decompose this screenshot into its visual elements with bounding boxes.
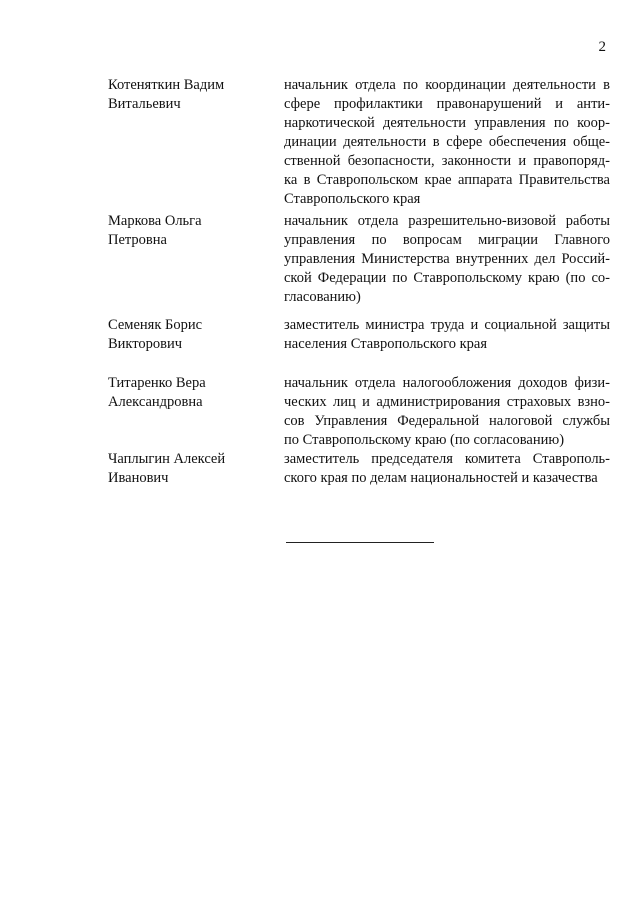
member-name-line: Иванович — [108, 470, 169, 486]
member-position — [284, 76, 610, 209]
member-name-line: Александровна — [108, 394, 203, 410]
member-name — [108, 450, 284, 488]
position-line: ка в Ставропольском крае аппарата Правительства — [284, 172, 610, 188]
position-line: гласованию) — [284, 289, 361, 305]
member-name-line: Чаплыгин Алексей — [108, 451, 226, 467]
member-name — [108, 316, 284, 354]
member-entry — [108, 76, 610, 212]
member-entry — [108, 374, 610, 450]
member-position — [284, 450, 610, 488]
position-line: управления Министерства внутренних дел Россий- — [284, 251, 610, 267]
member-name-line: Витальевич — [108, 96, 181, 112]
position-line: по Ставропольскому краю (по согласованию) — [284, 432, 565, 448]
member-list — [108, 76, 610, 490]
member-position — [284, 316, 610, 354]
position-line: сфере профилактики правонарушений и анти- — [284, 96, 610, 112]
end-divider — [286, 542, 434, 543]
member-name — [108, 212, 284, 250]
member-name — [108, 76, 284, 114]
position-line: населения Ставропольского края — [284, 336, 488, 352]
page-number: 2 — [598, 39, 606, 55]
member-name-line: Маркова Ольга — [108, 213, 202, 229]
position-line: начальник отдела разрешительно-визовой работы — [284, 213, 610, 229]
member-name-line: Семеняк Борис — [108, 317, 203, 333]
position-line: управления по вопросам миграции Главного — [284, 232, 610, 248]
position-line: наркотической деятельности управления по коор- — [284, 115, 610, 131]
member-name-line: Титаренко Вера — [108, 375, 206, 391]
position-line: ского края по делам национальностей и казачества — [284, 470, 598, 486]
member-entry — [108, 316, 610, 374]
position-line: ственной безопасности, законности и правопоряд- — [284, 153, 610, 169]
position-line: сов Управления Федеральной налоговой службы — [284, 413, 610, 429]
position-line: ской Федерации по Ставропольскому краю (по со- — [284, 270, 610, 286]
position-line: заместитель министра труда и социальной защиты — [284, 317, 610, 333]
member-entry — [108, 212, 610, 316]
member-name-line: Викторович — [108, 336, 183, 352]
member-entry — [108, 450, 610, 490]
position-line: динации деятельности в сфере обеспечения обще- — [284, 134, 610, 150]
member-name-line: Петровна — [108, 232, 167, 248]
position-line: заместитель председателя комитета Ставрополь- — [284, 451, 610, 467]
member-name — [108, 374, 284, 412]
position-line: Ставропольского края — [284, 191, 421, 207]
position-line: ческих лиц и администрирования страховых взно- — [284, 394, 610, 410]
member-position — [284, 374, 610, 450]
position-line: начальник отдела по координации деятельности в — [284, 77, 610, 93]
position-line: начальник отдела налогообложения доходов физи- — [284, 375, 610, 391]
member-position — [284, 212, 610, 307]
member-name-line: Котеняткин Вадим — [108, 77, 225, 93]
